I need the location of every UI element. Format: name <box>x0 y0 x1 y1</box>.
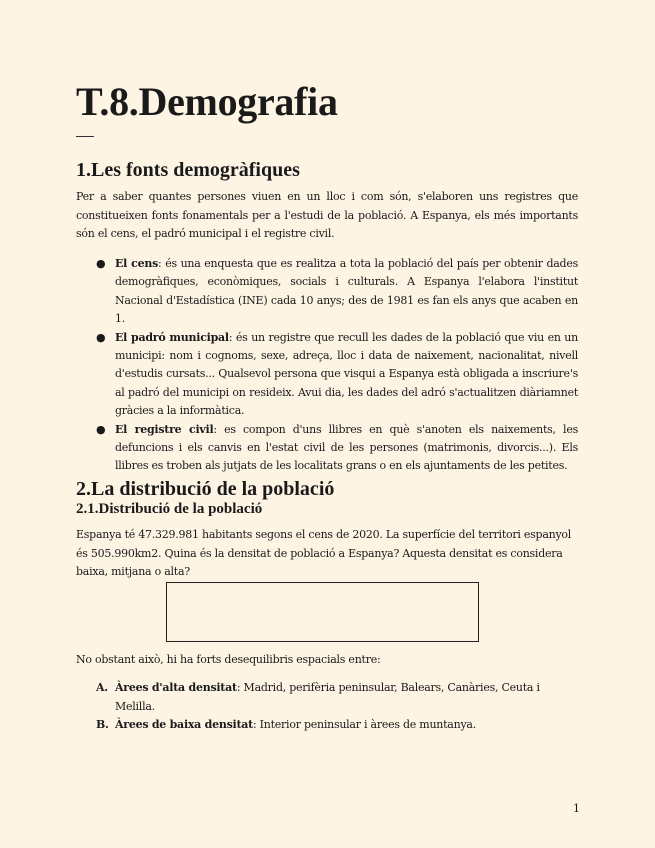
list-item <box>76 679 578 716</box>
list-item-text: : Interior peninsular i àrees de muntanya. <box>252 718 476 732</box>
bullet-icon: ● <box>96 257 106 270</box>
section-1-heading: 1.Les fonts demogràfiques <box>76 159 300 181</box>
list-item-term: El registre civil <box>115 422 214 436</box>
list-item-term: Àrees de baixa densitat <box>115 718 253 732</box>
list-item-term: El padró municipal <box>115 330 229 344</box>
page-number: 1 <box>573 802 580 815</box>
list-marker: A. <box>96 681 108 694</box>
list-item-text: : Madrid, perifèria peninsular, Balears, Canàries, Ceuta i Melilla. <box>115 681 540 713</box>
density-areas-list <box>76 679 578 735</box>
sources-list <box>76 255 578 476</box>
list-item-term: El cens <box>115 257 159 270</box>
section-2-1-heading: 2.1.Distribució de la població <box>76 501 263 517</box>
list-item <box>76 329 578 421</box>
list-item <box>76 716 578 735</box>
list-marker: B. <box>96 718 109 732</box>
section-2-intro: Espanya té 47.329.981 habitants segons el cens de 2020. La superfície del territori espanyol és 505.990km2. Quina és la densitat de població a Espanya? Aquesta densitat es considera baixa, mitjana o alta? <box>76 528 572 579</box>
list-item-text: : és una enquesta que es realitza a tota la població del país per obtenir dades demogràfiques, econòmiques, socials i culturals. A Espanya l'elabora l'institut Nacional d'Estadística (INE) cada 10 anys; des de 1981 es fan els anys que acaben en 1. <box>115 257 578 326</box>
section-1-intro: Per a saber quantes persones viuen en un lloc i com són, s'elaboren uns registres que constitueixen fonts fonamentals per a l'estudi de la població. A Espanya, els més importants són el cens, el padró municipal i el registre civil. <box>76 190 578 241</box>
list-item <box>76 421 578 476</box>
list-item-text: : és un registre que recull les dades de la població que viu en un municipi: nom i cognoms, sexe, adreça, lloc i data de naixement, nacionalitat, nivell d'estudis cursats... Qualsevol persona que visqui a Espanya està obligada a inscriure's al padró del municipi on resideix. Avui dia, les dades del adró s'actualitzen diàriamnet gràcies a la informàtica. <box>115 330 578 418</box>
bullet-icon: ● <box>96 330 106 344</box>
title-underline <box>76 136 94 137</box>
bullet-icon: ● <box>96 422 106 436</box>
list-item-term: Àrees d'alta densitat <box>115 681 237 694</box>
document-title: T.8.Demografia <box>76 79 338 124</box>
section-2-note: No obstant això, hi ha forts desequilibris espacials entre: <box>76 653 381 666</box>
section-2-heading: 2.La distribució de la població <box>76 478 335 500</box>
density-answer-box[interactable] <box>166 582 479 642</box>
list-item <box>76 255 578 329</box>
list-item-text: : es compon d'uns llibres en què s'anoten els naixements, les defuncions i els canvis en l'estat civil de les persones (matrimonis, divorcis...). Els llibres es troben als jutjats de les localitats grans o en els ajuntaments de les petites. <box>115 422 578 473</box>
